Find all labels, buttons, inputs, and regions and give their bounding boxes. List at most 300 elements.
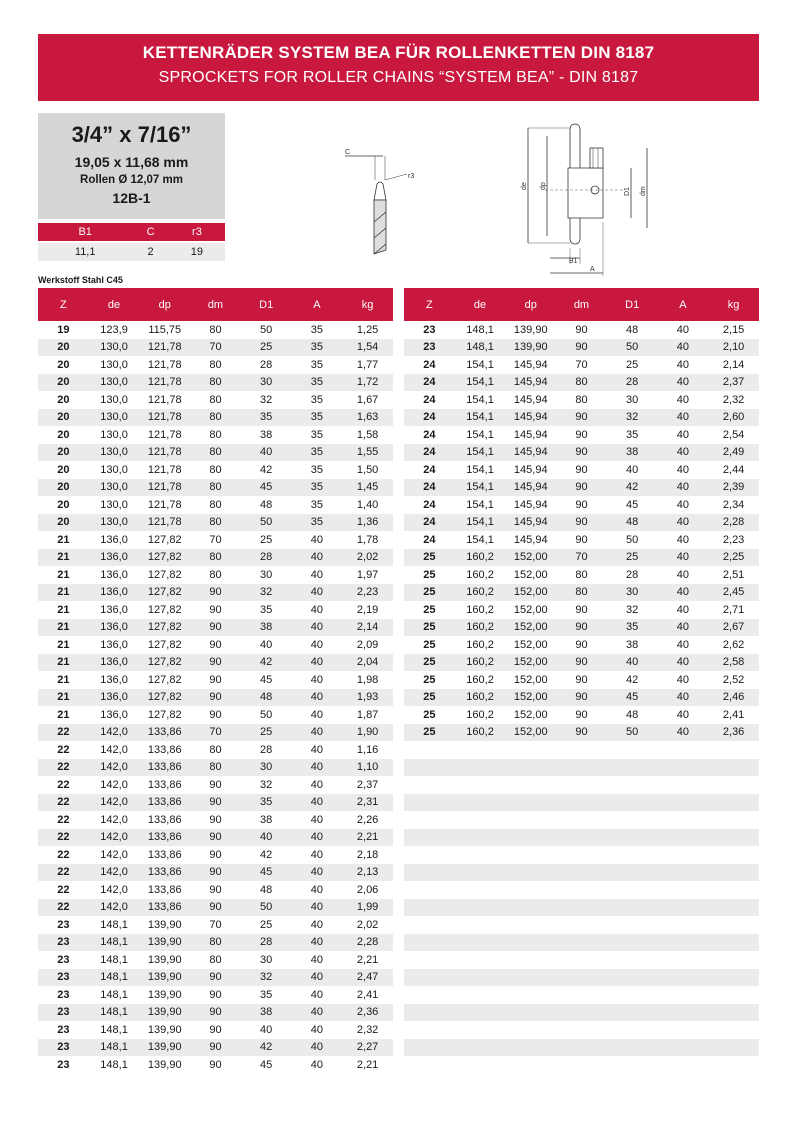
col-header-de: de — [455, 288, 506, 321]
cell-a: 40 — [292, 671, 343, 689]
cell-d1 — [607, 1021, 658, 1039]
table-row — [404, 829, 759, 847]
cell-kg: 1,98 — [342, 671, 393, 689]
table-row — [38, 409, 393, 427]
cell-kg: 1,99 — [342, 899, 393, 917]
cell-d1: 45 — [241, 479, 292, 497]
cell-dp: 145,94 — [505, 374, 556, 392]
cell-a: 40 — [292, 759, 343, 777]
cell-dp: 152,00 — [505, 619, 556, 637]
table-row — [38, 969, 393, 987]
cell-dp — [505, 899, 556, 917]
cell-kg: 2,21 — [342, 829, 393, 847]
cell-dm: 90 — [190, 619, 241, 637]
cell-de: 154,1 — [455, 531, 506, 549]
table-row — [38, 531, 393, 549]
cell-z: 22 — [38, 741, 89, 759]
cell-dm: 90 — [190, 846, 241, 864]
cell-de: 148,1 — [89, 1004, 140, 1022]
col-header-z: Z — [404, 288, 455, 321]
cell-kg: 2,62 — [708, 636, 759, 654]
cell-kg — [708, 864, 759, 882]
cell-dp: 133,86 — [139, 794, 190, 812]
cell-de: 142,0 — [89, 794, 140, 812]
cell-z: 24 — [404, 391, 455, 409]
cell-a — [658, 1021, 709, 1039]
col-header-dp: dp — [505, 288, 556, 321]
cell-a: 40 — [292, 899, 343, 917]
sprocket-table-right — [404, 288, 759, 1056]
cell-dp: 133,86 — [139, 864, 190, 882]
cell-a: 40 — [658, 689, 709, 707]
cell-dp — [505, 969, 556, 987]
cell-de — [455, 951, 506, 969]
table-row — [38, 461, 393, 479]
table-row — [38, 916, 393, 934]
cell-a: 35 — [292, 409, 343, 427]
table-row — [404, 706, 759, 724]
cell-a — [658, 986, 709, 1004]
cell-a: 35 — [292, 479, 343, 497]
label-c: C — [345, 149, 351, 156]
cell-kg: 1,10 — [342, 759, 393, 777]
cell-de — [455, 829, 506, 847]
cell-z: 22 — [38, 724, 89, 742]
table-row — [38, 619, 393, 637]
cell-a — [658, 934, 709, 952]
cell-a: 40 — [292, 969, 343, 987]
cell-de: 148,1 — [89, 1021, 140, 1039]
cell-a: 40 — [658, 339, 709, 357]
cell-dp: 121,78 — [139, 391, 190, 409]
cell-dp: 127,82 — [139, 706, 190, 724]
table-row — [404, 654, 759, 672]
cell-dp: 133,86 — [139, 846, 190, 864]
cell-de — [455, 759, 506, 777]
table-row — [38, 636, 393, 654]
title-german: KETTENRÄDER SYSTEM BEA FÜR ROLLENKETTEN DIN 8187 — [142, 43, 655, 62]
cell-kg: 2,34 — [708, 496, 759, 514]
cell-de: 160,2 — [455, 601, 506, 619]
cell-kg — [708, 811, 759, 829]
cell-dp: 139,90 — [505, 321, 556, 339]
cell-dm — [556, 986, 607, 1004]
table-row — [38, 741, 393, 759]
cell-a — [658, 741, 709, 759]
cell-d1: 30 — [241, 759, 292, 777]
cell-dm: 90 — [190, 1056, 241, 1074]
cell-kg: 2,36 — [342, 1004, 393, 1022]
cell-kg: 2,10 — [708, 339, 759, 357]
cell-dp: 139,90 — [139, 969, 190, 987]
cell-z: 20 — [38, 374, 89, 392]
cell-z: 23 — [38, 916, 89, 934]
table-row — [38, 1004, 393, 1022]
cell-de — [455, 881, 506, 899]
cell-kg: 2,47 — [342, 969, 393, 987]
cell-de: 160,2 — [455, 549, 506, 567]
cell-dm: 90 — [556, 671, 607, 689]
cell-d1 — [607, 811, 658, 829]
table-row — [38, 794, 393, 812]
cell-kg: 1,77 — [342, 356, 393, 374]
cell-dm: 80 — [190, 461, 241, 479]
cell-a: 40 — [658, 549, 709, 567]
cell-de: 142,0 — [89, 724, 140, 742]
cell-z: 19 — [38, 321, 89, 339]
cell-d1: 25 — [241, 724, 292, 742]
cell-a: 40 — [658, 444, 709, 462]
table-row — [38, 846, 393, 864]
cell-dm: 70 — [190, 724, 241, 742]
cell-de: 154,1 — [455, 356, 506, 374]
cell-d1: 50 — [241, 321, 292, 339]
header-r3: r3 — [169, 223, 225, 242]
cell-z — [404, 986, 455, 1004]
cell-dp: 152,00 — [505, 689, 556, 707]
cell-de: 130,0 — [89, 496, 140, 514]
cell-a — [658, 899, 709, 917]
cell-dm: 90 — [190, 636, 241, 654]
cell-dp: 145,94 — [505, 391, 556, 409]
cell-a: 40 — [658, 479, 709, 497]
cell-de: 130,0 — [89, 461, 140, 479]
cell-d1 — [607, 864, 658, 882]
cell-z: 23 — [38, 951, 89, 969]
cell-dp: 139,90 — [139, 951, 190, 969]
cell-kg — [708, 969, 759, 987]
cell-a: 40 — [658, 724, 709, 742]
cell-d1: 38 — [241, 426, 292, 444]
table-row — [404, 864, 759, 882]
cell-d1 — [607, 899, 658, 917]
table-row — [404, 1039, 759, 1057]
cell-d1: 28 — [607, 374, 658, 392]
cell-dm: 80 — [190, 566, 241, 584]
cell-kg: 2,52 — [708, 671, 759, 689]
cell-z — [404, 776, 455, 794]
cell-z — [404, 934, 455, 952]
cell-a: 40 — [658, 496, 709, 514]
cell-dm: 90 — [556, 479, 607, 497]
table-row — [404, 846, 759, 864]
cell-a: 40 — [658, 584, 709, 602]
cell-dp — [505, 829, 556, 847]
cell-d1: 45 — [607, 496, 658, 514]
cell-dm — [556, 951, 607, 969]
cell-kg: 2,58 — [708, 654, 759, 672]
value-r3: 19 — [169, 242, 225, 261]
cell-a: 40 — [292, 1056, 343, 1074]
cell-z — [404, 811, 455, 829]
cell-dm: 80 — [190, 479, 241, 497]
table-row — [404, 601, 759, 619]
cell-kg: 1,36 — [342, 514, 393, 532]
cell-d1 — [607, 759, 658, 777]
cell-a: 40 — [292, 864, 343, 882]
cell-z: 23 — [38, 969, 89, 987]
cell-de: 136,0 — [89, 566, 140, 584]
cell-a: 40 — [292, 1004, 343, 1022]
cell-kg — [708, 776, 759, 794]
cell-dp: 127,82 — [139, 601, 190, 619]
cell-a: 35 — [292, 356, 343, 374]
cell-kg: 1,78 — [342, 531, 393, 549]
cell-d1: 25 — [241, 916, 292, 934]
cell-kg: 2,45 — [708, 584, 759, 602]
cell-dm — [556, 759, 607, 777]
cell-dp: 127,82 — [139, 619, 190, 637]
cell-dm: 90 — [190, 706, 241, 724]
cell-dp: 139,90 — [505, 339, 556, 357]
cell-dm: 90 — [190, 986, 241, 1004]
cell-a: 40 — [658, 654, 709, 672]
cell-dp: 145,94 — [505, 479, 556, 497]
cell-dm — [556, 1021, 607, 1039]
cell-de: 130,0 — [89, 444, 140, 462]
table-row — [38, 374, 393, 392]
cell-de: 136,0 — [89, 689, 140, 707]
cell-d1 — [607, 881, 658, 899]
cell-d1: 30 — [241, 374, 292, 392]
table-row — [38, 426, 393, 444]
cell-dp — [505, 951, 556, 969]
cell-a: 40 — [658, 531, 709, 549]
cell-a: 40 — [292, 619, 343, 637]
cell-a: 40 — [292, 829, 343, 847]
cell-dp: 145,94 — [505, 531, 556, 549]
cell-kg: 2,32 — [342, 1021, 393, 1039]
sprocket-side-drawing — [521, 124, 647, 276]
cell-de: 154,1 — [455, 409, 506, 427]
cell-dp: 152,00 — [505, 549, 556, 567]
cell-de: 142,0 — [89, 759, 140, 777]
cell-de: 142,0 — [89, 881, 140, 899]
cell-kg — [708, 759, 759, 777]
col-header-kg: kg — [708, 288, 759, 321]
cell-de: 142,0 — [89, 741, 140, 759]
cell-dm — [556, 916, 607, 934]
cell-d1: 38 — [241, 1004, 292, 1022]
cell-d1: 38 — [241, 619, 292, 637]
cell-a: 40 — [292, 724, 343, 742]
cell-dm: 90 — [556, 531, 607, 549]
table-row — [38, 549, 393, 567]
cell-z: 20 — [38, 356, 89, 374]
table-row — [38, 724, 393, 742]
cell-dm: 70 — [556, 549, 607, 567]
cell-d1: 48 — [241, 881, 292, 899]
cell-de — [455, 934, 506, 952]
table-row — [404, 689, 759, 707]
cell-z: 22 — [38, 864, 89, 882]
cell-de: 148,1 — [89, 1056, 140, 1074]
cell-dp: 152,00 — [505, 671, 556, 689]
cell-kg: 2,09 — [342, 636, 393, 654]
chain-spec-box — [38, 113, 225, 219]
cell-dp: 152,00 — [505, 706, 556, 724]
table-row — [38, 671, 393, 689]
cell-kg: 2,54 — [708, 426, 759, 444]
cell-d1: 32 — [241, 776, 292, 794]
cell-dm — [556, 794, 607, 812]
table-row — [404, 321, 759, 339]
cell-dm: 80 — [190, 356, 241, 374]
cell-de: 160,2 — [455, 636, 506, 654]
cell-a: 40 — [292, 601, 343, 619]
cell-kg: 1,93 — [342, 689, 393, 707]
cell-dp — [505, 1039, 556, 1057]
cell-z: 20 — [38, 514, 89, 532]
cell-dp: 152,00 — [505, 724, 556, 742]
cell-z: 24 — [404, 374, 455, 392]
cell-z: 23 — [38, 1039, 89, 1057]
cell-dp: 139,90 — [139, 1021, 190, 1039]
cell-a: 40 — [292, 916, 343, 934]
cell-z: 20 — [38, 409, 89, 427]
cell-z: 25 — [404, 654, 455, 672]
cell-z: 25 — [404, 724, 455, 742]
cell-dm: 80 — [556, 584, 607, 602]
cell-dm: 90 — [556, 514, 607, 532]
cell-dm: 90 — [556, 426, 607, 444]
table-row — [38, 1021, 393, 1039]
cell-dm: 90 — [190, 794, 241, 812]
cell-de — [455, 741, 506, 759]
cell-dp: 139,90 — [139, 986, 190, 1004]
cell-de: 130,0 — [89, 426, 140, 444]
cell-kg: 2,23 — [342, 584, 393, 602]
cell-kg — [708, 951, 759, 969]
cell-z: 24 — [404, 496, 455, 514]
cell-kg — [708, 1021, 759, 1039]
cell-z: 23 — [38, 986, 89, 1004]
cell-kg: 1,90 — [342, 724, 393, 742]
table-row — [404, 356, 759, 374]
cell-a: 40 — [292, 951, 343, 969]
cell-dp: 127,82 — [139, 584, 190, 602]
table-row — [38, 566, 393, 584]
cell-z: 23 — [404, 339, 455, 357]
cell-z: 21 — [38, 549, 89, 567]
cell-de: 142,0 — [89, 899, 140, 917]
cell-dp: 139,90 — [139, 1039, 190, 1057]
cell-kg — [708, 881, 759, 899]
cell-dp — [505, 1004, 556, 1022]
cell-de: 136,0 — [89, 584, 140, 602]
cell-z: 24 — [404, 444, 455, 462]
cell-a — [658, 811, 709, 829]
table-row — [38, 864, 393, 882]
cell-dp: 121,78 — [139, 496, 190, 514]
cell-dm: 90 — [190, 584, 241, 602]
cell-kg: 2,27 — [342, 1039, 393, 1057]
cell-de: 160,2 — [455, 706, 506, 724]
header-b1: B1 — [38, 223, 132, 242]
col-header-dp: dp — [139, 288, 190, 321]
roller-diameter: Rollen Ø 12,07 mm — [80, 174, 183, 186]
table-row — [404, 426, 759, 444]
chain-size: 3/4” x 7/16” — [71, 122, 192, 147]
cell-a: 40 — [658, 619, 709, 637]
cell-de: 160,2 — [455, 654, 506, 672]
cell-kg: 2,41 — [708, 706, 759, 724]
cell-z: 20 — [38, 339, 89, 357]
cell-dm: 90 — [556, 654, 607, 672]
cell-kg: 2,41 — [342, 986, 393, 1004]
cell-dp: 121,78 — [139, 514, 190, 532]
cell-dm — [556, 864, 607, 882]
cell-d1: 50 — [241, 514, 292, 532]
sprocket-table-left — [38, 288, 393, 1074]
cell-de — [455, 1004, 506, 1022]
cell-z: 20 — [38, 444, 89, 462]
cell-kg: 2,19 — [342, 601, 393, 619]
cell-de: 160,2 — [455, 584, 506, 602]
cell-d1: 48 — [241, 689, 292, 707]
cell-de: 148,1 — [455, 321, 506, 339]
cell-d1 — [607, 916, 658, 934]
table-row — [38, 321, 393, 339]
cell-kg: 2,46 — [708, 689, 759, 707]
cell-kg: 2,44 — [708, 461, 759, 479]
table-row — [404, 549, 759, 567]
table-row — [38, 654, 393, 672]
cell-dm: 90 — [556, 321, 607, 339]
cell-dp — [505, 794, 556, 812]
cell-a: 40 — [292, 741, 343, 759]
cell-a: 40 — [292, 706, 343, 724]
cell-d1 — [607, 986, 658, 1004]
cell-kg: 2,31 — [342, 794, 393, 812]
table-row — [38, 934, 393, 952]
col-header-dm: dm — [556, 288, 607, 321]
cell-z: 22 — [38, 776, 89, 794]
table-row — [38, 759, 393, 777]
cell-kg — [708, 986, 759, 1004]
cell-d1 — [607, 951, 658, 969]
cell-dm: 90 — [190, 689, 241, 707]
cell-z: 22 — [38, 881, 89, 899]
label-r3: r3 — [408, 173, 415, 180]
cell-dm — [556, 829, 607, 847]
cell-z: 23 — [38, 1056, 89, 1074]
cell-kg: 2,51 — [708, 566, 759, 584]
cell-kg: 2,67 — [708, 619, 759, 637]
cell-de — [455, 899, 506, 917]
cell-z: 22 — [38, 846, 89, 864]
cell-d1: 32 — [241, 969, 292, 987]
cell-z: 20 — [38, 496, 89, 514]
cell-de: 154,1 — [455, 426, 506, 444]
cell-de: 160,2 — [455, 671, 506, 689]
cell-dp: 127,82 — [139, 689, 190, 707]
cell-a — [658, 829, 709, 847]
cell-a: 40 — [292, 566, 343, 584]
cell-dp — [505, 1021, 556, 1039]
cell-de — [455, 1021, 506, 1039]
cell-dm: 90 — [556, 636, 607, 654]
cell-de: 148,1 — [89, 934, 140, 952]
cell-d1: 42 — [607, 479, 658, 497]
cell-dm: 80 — [190, 444, 241, 462]
table-row — [404, 934, 759, 952]
cell-d1: 40 — [241, 1021, 292, 1039]
title-english: SPROCKETS FOR ROLLER CHAINS “SYSTEM BEA” - DIN 8187 — [158, 69, 639, 86]
cell-d1: 30 — [241, 566, 292, 584]
cell-z: 24 — [404, 426, 455, 444]
cell-a: 35 — [292, 339, 343, 357]
